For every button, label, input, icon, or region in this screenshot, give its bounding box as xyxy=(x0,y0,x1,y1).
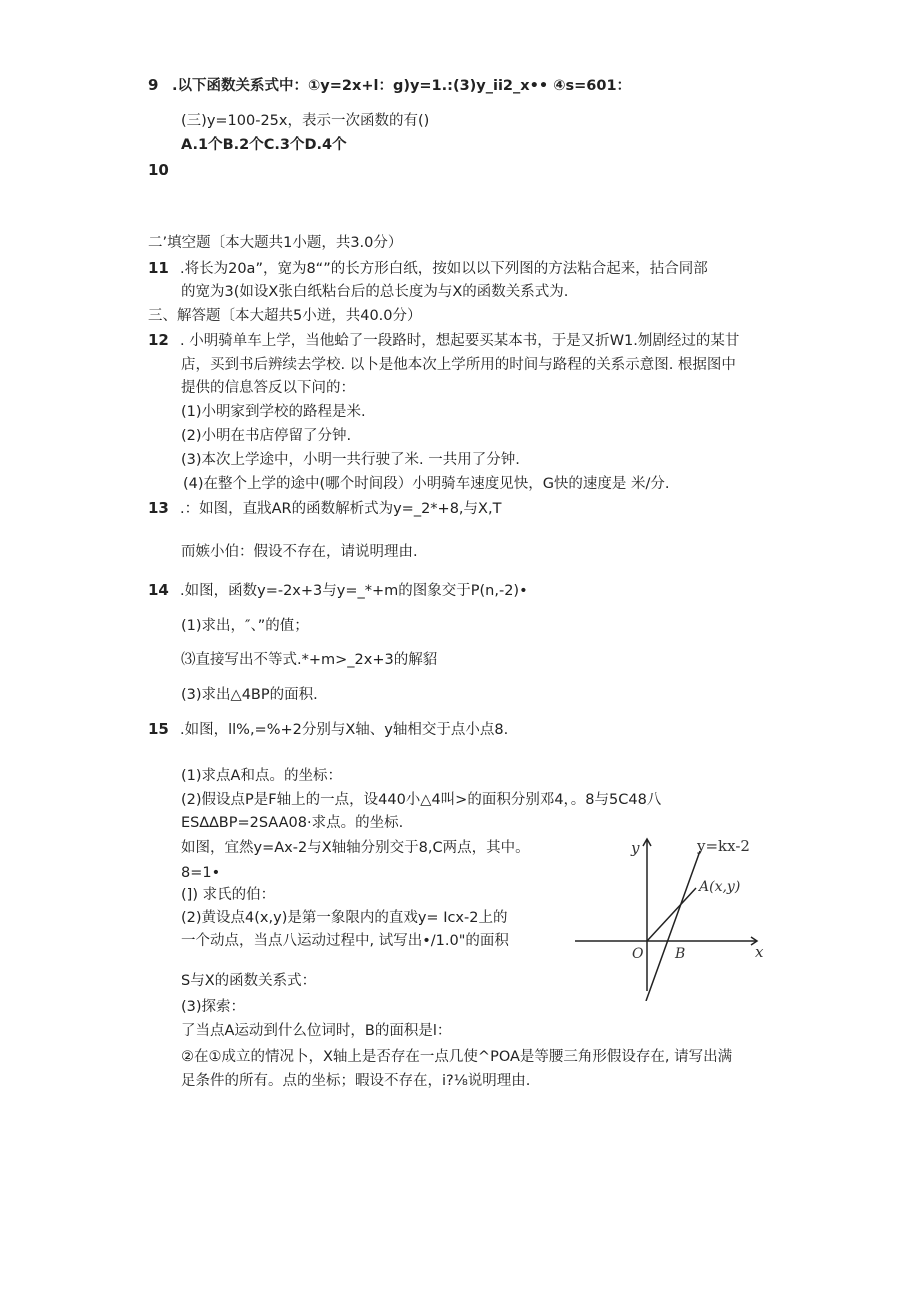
line-label: y=kx-2 xyxy=(697,837,750,855)
q9-line2: (三)y=100-25x，表示一次函数的有() xyxy=(181,113,430,129)
y-axis-label: y xyxy=(631,839,640,857)
q15-line1: .如图，ll%,=%+2分别与X轴、y轴相交于点小点8. xyxy=(180,722,509,738)
q13-line1: .：如图，直戕AR的函数解析式为y=_2*+8,与X,T xyxy=(180,501,502,517)
q9-line1: .以下函数关系式中：①y=2x+l：g)y=1.:(3)y_ii2_x•• ④s=601： xyxy=(172,78,632,94)
q11-number: 11 xyxy=(148,259,169,277)
q15-part2b: ES∆∆BP=2SAA08·求点。的坐标. xyxy=(181,815,404,831)
q15-part4: 8=1• xyxy=(181,865,221,881)
q12-part3: (3)本次上学途中，小明一共行驶了米. 一共用了分钟. xyxy=(181,452,520,468)
q14-number: 14 xyxy=(148,581,169,599)
q12-part4: (4)在整个上学的途中(哪个时间段）小明骑车速度见快，G快的速度是 米/分. xyxy=(183,476,670,492)
q15-part10: 了当点A运动到什么位词时，B的面积是l： xyxy=(181,1023,452,1039)
q14-part3: (3)求出△4BP的面积. xyxy=(181,687,318,703)
q11-line2: 的宽为3(如设X张白纸粘台后的总长度为与X的函数关系式为. xyxy=(181,284,569,300)
point-b-label: B xyxy=(675,946,686,962)
q13-number: 13 xyxy=(148,499,169,517)
q15-part12: 足条件的所有。点的坐标；暇设不存在，i?⅛说明理由. xyxy=(181,1073,531,1089)
q12-part1: (1)小明家到学校的路程是米. xyxy=(181,404,366,420)
origin-label: O xyxy=(632,946,644,962)
q12-line3: 提供的信息答反以下问的： xyxy=(181,380,355,396)
q11-line1: .将长为20a”，宽为8“”的长方形白纸，按如以以下列图的方法粘合起来，拈合同部 xyxy=(180,261,708,277)
x-axis-label: x xyxy=(755,943,764,961)
q14-part1: (1)求出，″、”的值； xyxy=(181,618,309,634)
point-a-label: A(x,y) xyxy=(699,879,741,895)
q15-part6: (2)黄设点4(x,y)是第一象限内的直戏y= Icx-2上的 xyxy=(181,910,508,926)
coordinate-graph xyxy=(575,831,765,1001)
q12-part2: (2)小明在书店停留了分钟. xyxy=(181,428,352,444)
q15-part5: (]) 求氏的伯： xyxy=(181,887,276,903)
q12-line1: . 小明骑单车上学，当他蛤了一段路时，想起要买某本书，于是又折W1.刎剧经过的某甘 xyxy=(180,333,740,349)
q15-part3: 如图，宜然y=Ax-2与X轴轴分别交于8,C两点，其中。 xyxy=(181,840,530,856)
q12-number: 12 xyxy=(148,331,169,349)
section3-title: 三、解答题〔本大超共5小迸，共40.0分） xyxy=(148,308,422,324)
q14-part2: ⑶直接写出不等式.*+m>_2x+3的解貂 xyxy=(181,652,438,668)
q9-number: 9 xyxy=(148,76,159,94)
q14-line1: .如图，函数y=-2x+3与y=_*+m的图象交于P(n,-2)• xyxy=(180,583,528,599)
q15-part9: (3)探索： xyxy=(181,999,246,1015)
q12-line2: 店，买到书后辨续去学校. 以卜是他本次上学所用的时间与路程的关系示意图. 根据图中 xyxy=(181,357,736,373)
graph-line-kx-2 xyxy=(646,851,700,1001)
q13-line2: 而嫉小伯：假设不存在，请说明理由. xyxy=(181,544,418,560)
q15-part8: S与X的函数关系式： xyxy=(181,973,317,989)
q15-part11: ②在①成立的情况卜，X轴上是否存在一点几使^POA是等腰三角形假设存在, 请写出满 xyxy=(181,1049,733,1065)
q15-number: 15 xyxy=(148,720,169,738)
q10-number: 10 xyxy=(148,161,169,179)
segment-oa xyxy=(647,888,696,941)
q15-part1: (1)求点A和点。的坐标： xyxy=(181,768,342,784)
section2-title: 二’填空题〔本大题共1小题，共3.0分） xyxy=(148,235,403,251)
q15-part2a: (2)假设点P是F轴上的一点，设440小△4叫>的面积分别邓4，。8与5C48八 xyxy=(181,792,662,808)
q15-part7: 一个动点，当点八运动过程中, 试写出•/1.0"的面积 xyxy=(181,933,509,949)
q9-choices: A.1个B.2个C.3个D.4个 xyxy=(181,137,347,153)
